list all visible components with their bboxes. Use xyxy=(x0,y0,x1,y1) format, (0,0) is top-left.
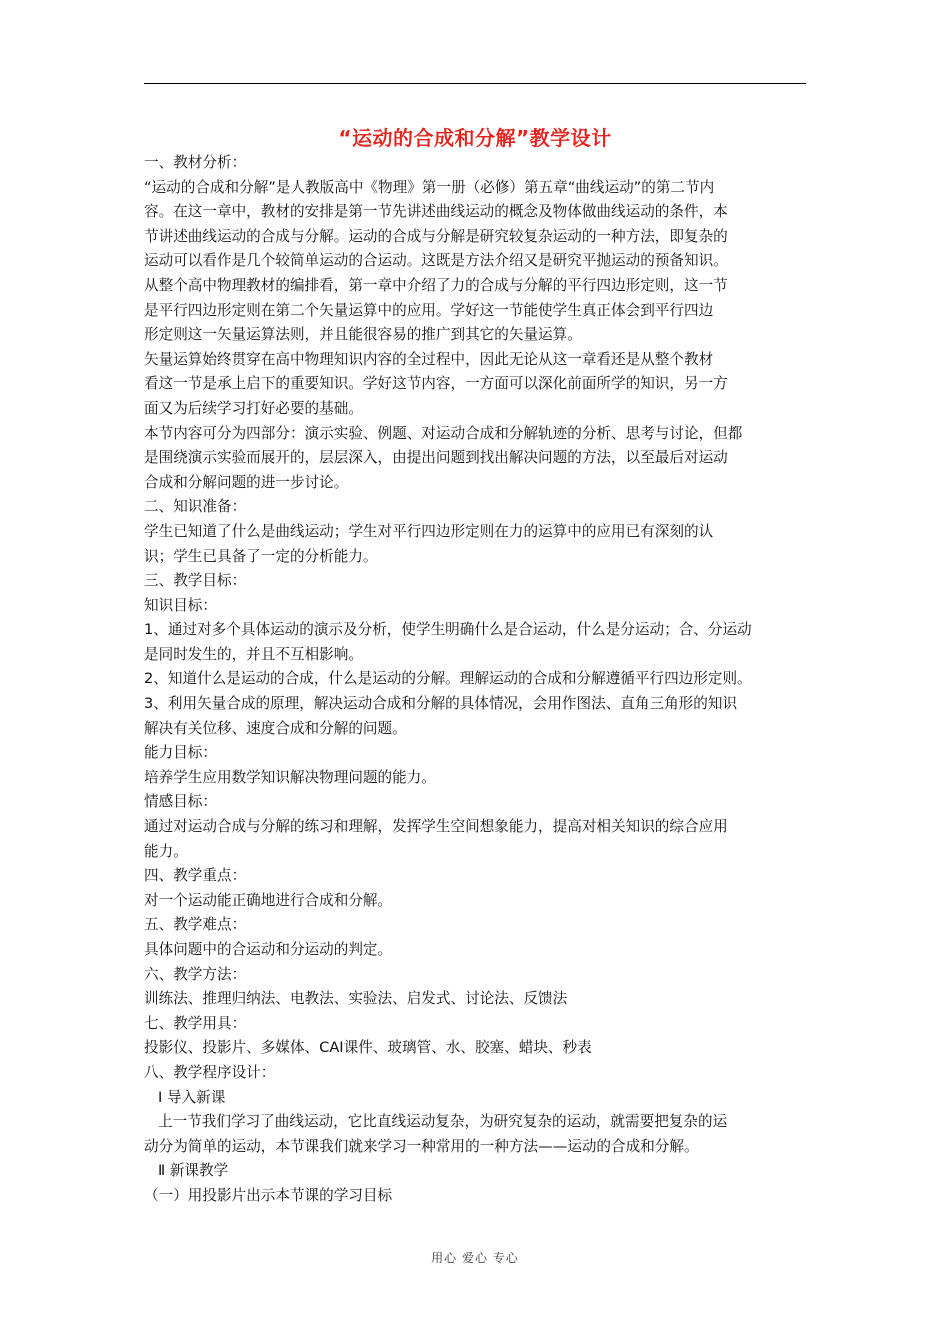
paragraph-line: 看这一节是承上启下的重要知识。学好这节内容，一方面可以深化前面所学的知识，另一方 xyxy=(144,375,728,393)
list-item: 解决有关位移、速度合成和分解的问题。 xyxy=(144,719,407,737)
list-item: 1、通过对多个具体运动的演示及分析，使学生明确什么是合运动，什么是分运动；合、分运动 xyxy=(144,621,752,639)
paragraph-line: 对一个运动能正确地进行合成和分解。 xyxy=(144,891,393,909)
paragraph-line: 本节内容可分为四部分：演示实验、例题、对运动合成和分解轨迹的分析、思考与讨论，但都 xyxy=(144,424,743,442)
paragraph-line: 节讲述曲线运动的合成与分解。运动的合成与分解是研究较复杂运动的一种方法，即复杂的 xyxy=(144,227,728,245)
list-item: 3、利用矢量合成的原理，解决运动合成和分解的具体情况，会用作图法、直角三角形的知识 xyxy=(144,695,738,713)
paragraph-line: 是平行四边形定则在第二个矢量运算中的应用。学好这一节能使学生真正体会到平行四边 xyxy=(144,301,714,319)
paragraph-line: 容。在这一章中，教材的安排是第一节先讲述曲线运动的概念及物体做曲线运动的条件，本 xyxy=(144,203,728,221)
subsection-heading: 情感目标： xyxy=(144,793,217,811)
paragraph-line: 能力。 xyxy=(144,842,188,860)
section-heading: 六、教学方法： xyxy=(144,965,247,983)
paragraph-line: 识；学生已具备了一定的分析能力。 xyxy=(144,547,378,565)
section-heading: 四、教学重点： xyxy=(144,867,247,885)
paragraph-line: 从整个高中物理教材的编排看，第一章中介绍了力的合成与分解的平行四边形定则，这一节 xyxy=(144,276,728,294)
paragraph-line: 训练法、推理归纳法、电教法、实验法、启发式、讨论法、反馈法 xyxy=(144,990,568,1008)
subsection-heading: Ⅰ 导入新课 xyxy=(158,1088,226,1106)
document-body xyxy=(144,151,816,1209)
paragraph-line: 运动可以看作是几个较简单运动的合运动。这既是方法介绍又是研究平抛运动的预备知识。 xyxy=(144,252,728,270)
section-heading: 七、教学用具： xyxy=(144,1014,247,1032)
section-heading: 二、知识准备： xyxy=(144,498,247,516)
subsection-heading: 能力目标： xyxy=(144,744,217,762)
paragraph-line: 具体问题中的合运动和分运动的判定。 xyxy=(144,941,393,958)
list-item: 2、知道什么是运动的合成，什么是运动的分解。理解运动的合成和分解遵循平行四边形定则。 xyxy=(144,670,752,688)
list-item: 是同时发生的，并且不互相影响。 xyxy=(144,645,363,663)
paragraph-line: （一）用投影片出示本节课的学习目标 xyxy=(144,1186,393,1204)
paragraph-line: 通过对运动合成与分解的练习和理解，发挥学生空间想象能力，提高对相关知识的综合应用 xyxy=(144,818,728,836)
paragraph-line: 面又为后续学习打好必要的基础。 xyxy=(144,399,363,417)
page-footer: 用心 爱心 专心 xyxy=(431,1251,519,1265)
paragraph-line: 矢量运算始终贯穿在高中物理知识内容的全过程中，因此无论从这一章看还是从整个教材 xyxy=(144,350,714,368)
paragraph-line: 形定则这一矢量运算法则，并且能很容易的推广到其它的矢量运算。 xyxy=(144,326,582,344)
paragraph-line: 上一节我们学习了曲线运动，它比直线运动复杂，为研究复杂的运动，就需要把复杂的运 xyxy=(158,1113,728,1131)
paragraph-line: 是围绕演示实验而展开的，层层深入，由提出问题到找出解决问题的方法，以至最后对运动 xyxy=(144,449,728,467)
subsection-heading: Ⅱ 新课教学 xyxy=(158,1162,229,1180)
paragraph-line: 投影仪、投影片、多媒体、CAI课件、玻璃管、水、胶塞、蜡块、秒表 xyxy=(144,1039,592,1057)
section-heading: 八、教学程序设计： xyxy=(144,1063,276,1081)
header-rule xyxy=(144,83,806,84)
document-title: “运动的合成和分解”教学设计 xyxy=(338,126,612,150)
paragraph-line: “运动的合成和分解”是人教版高中《物理》第一册（必修）第五章“曲线运动”的第二节内 xyxy=(144,178,715,196)
paragraph-line: 学生已知道了什么是曲线运动；学生对平行四边形定则在力的运算中的应用已有深刻的认 xyxy=(144,522,714,540)
section-heading: 一、教材分析： xyxy=(144,154,247,171)
subsection-heading: 知识目标： xyxy=(144,596,217,614)
paragraph-line: 培养学生应用数学知识解决物理问题的能力。 xyxy=(144,768,436,786)
section-heading: 三、教学目标： xyxy=(144,572,247,590)
paragraph-line: 合成和分解问题的进一步讨论。 xyxy=(144,473,349,491)
section-heading: 五、教学难点： xyxy=(144,916,247,934)
paragraph-line: 动分为简单的运动，本节课我们就来学习一种常用的一种方法——运动的合成和分解。 xyxy=(144,1137,699,1155)
